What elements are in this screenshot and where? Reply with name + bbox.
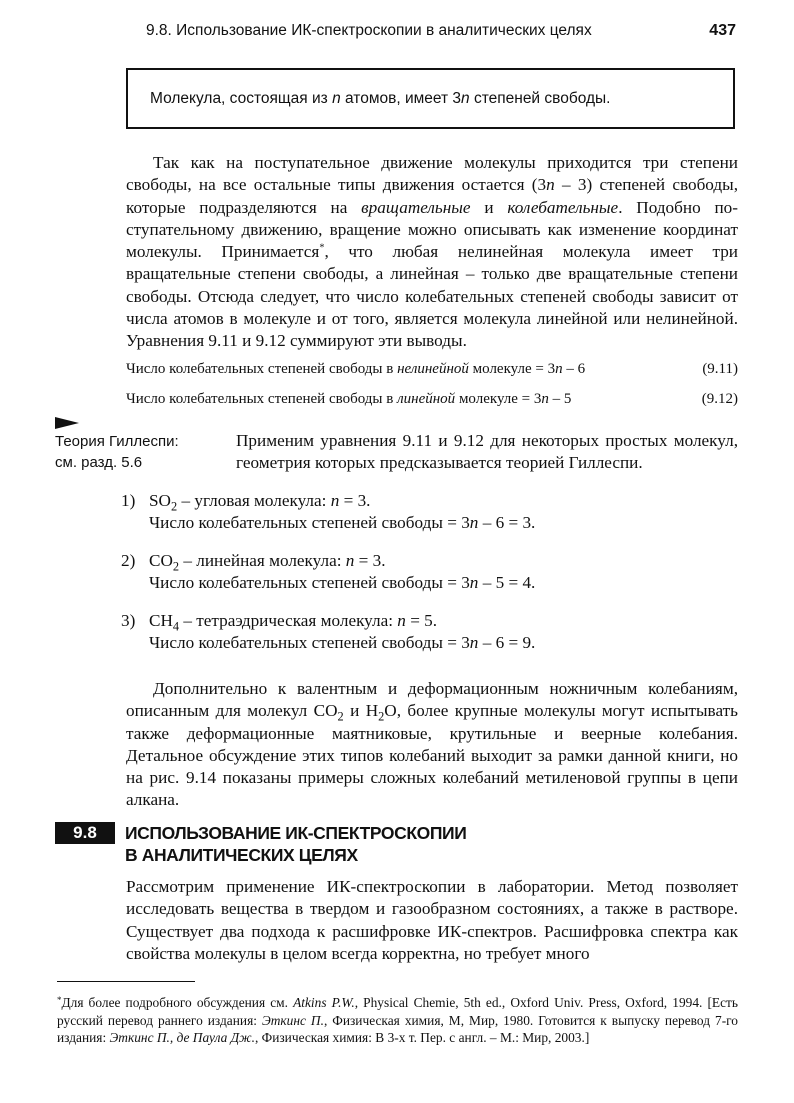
text: = 5. xyxy=(405,611,438,630)
section-title xyxy=(125,822,466,866)
text: , Физическая химия: В 3-х т. Пер. с англ. – М.: Мир, 2003.] xyxy=(254,1030,590,1046)
subscript: 2 xyxy=(378,709,385,724)
text: , Физическая химия, М, Мир, 1980. Готовится к выпуску перевод 7-го издания: xyxy=(57,1012,739,1046)
section-title-line1: ИСПОЛЬЗОВАНИЕ ИК-СПЕКТРОСКОПИИ xyxy=(125,823,467,843)
example-result-line xyxy=(121,572,641,594)
text: – угловая молекула: xyxy=(177,491,331,510)
text: Число колебательных степеней свободы = 3 xyxy=(149,512,470,532)
arrow-right-icon xyxy=(55,417,79,429)
equation-body xyxy=(126,361,585,378)
text: молекуле = 3 xyxy=(455,391,542,407)
equation-number: (9.12) xyxy=(701,391,738,407)
text: – 6 = 3. xyxy=(478,512,536,532)
running-head xyxy=(146,22,738,44)
example-result-line xyxy=(121,632,641,654)
text: – 3) степеней свободы, которые подразделяются на xyxy=(126,175,738,217)
author-name: Atkins P.W. xyxy=(293,995,355,1010)
text: Молекула, состоящая из xyxy=(150,90,333,107)
text: Так как на поступательное движение молекулы приходится три степени свободы, на все остальные типы движения остается (3 xyxy=(126,153,738,195)
var-n: n xyxy=(332,90,341,107)
formula: SO xyxy=(149,491,171,510)
text: . Подобно поступательному движению, вращение можно описывать как изменение координат молекулы. Принимается xyxy=(126,197,738,262)
paragraph-apply-equations xyxy=(236,430,738,475)
var-n: n xyxy=(469,572,479,592)
list-index: 1) xyxy=(121,491,136,510)
author-name: Эткинс П., де Паула Дж. xyxy=(109,1030,255,1046)
subscript: 2 xyxy=(337,709,344,724)
equation-number: (9.11) xyxy=(702,361,738,377)
margin-note-line1: Теория Гиллеспи: xyxy=(55,433,179,450)
example-formula-line xyxy=(121,550,641,572)
footnote xyxy=(57,994,738,1047)
running-head-title: 9.8. Использование ИК-спектроскопии в аналитических целях xyxy=(146,22,592,39)
text: степеней свободы. xyxy=(469,90,611,107)
text: атомов, имеет 3 xyxy=(340,90,462,107)
example-formula-line xyxy=(121,610,641,632)
var-n: n xyxy=(555,361,563,377)
list-item xyxy=(121,490,641,533)
footnote-reference[interactable]: * xyxy=(319,242,325,254)
text: – линейная молекула: xyxy=(179,551,346,570)
section-title-line2: В АНАЛИТИЧЕСКИХ ЦЕЛЯХ xyxy=(125,845,358,865)
text: Применим уравнения 9.11 и 9.12 для некоторых простых молекул, геометрия которых предсказывается теорией Гиллеспи. xyxy=(236,431,738,473)
formula: CH xyxy=(149,611,173,630)
examples-list xyxy=(121,490,641,670)
text: и xyxy=(470,197,508,217)
footnote-divider xyxy=(57,981,195,982)
text: = 3. xyxy=(339,491,371,510)
text: O, более крупные молекулы могут испытывать также деформационные маятниковые, крутильные и веерные колебания. Детальное обсуждение этих типов колебаний выходит за рамки данной книги, но на рис. 9.14 показаны примеры сложных колебаний метиленовой группы в цепи алкана. xyxy=(126,701,738,810)
text: – 6 xyxy=(562,361,586,377)
list-index: 2) xyxy=(121,551,136,570)
key-statement-box xyxy=(126,68,735,129)
text: = 3. xyxy=(354,551,386,570)
author-name: Эткинс П. xyxy=(261,1012,324,1028)
text: Для более подробного обсуждения см. xyxy=(61,995,294,1010)
margin-note-gillespie xyxy=(55,431,179,473)
text: , Physical Chemie, 5th ed., Oxford Univ. Press, Oxford, 1994. [Есть русский перевод раннего издания: xyxy=(57,995,738,1028)
equation-body xyxy=(126,391,571,408)
subscript: 2 xyxy=(172,559,180,574)
var-n: n xyxy=(541,391,549,407)
list-item xyxy=(121,550,641,593)
paragraph-ir-lab-application xyxy=(126,876,738,965)
text: Рассмотрим применение ИК-спектроскопии в лаборатории. Метод позволяет исследовать вещества в твердом и газообразном состояниях, а также в растворе. Существует два подхода к расшифровке ИК-спектров. Расшифровка спектра как свойства молекулы в целом всегда корректна, но требует много xyxy=(126,877,738,963)
text: – тетраэдрическая молекула: xyxy=(179,611,398,630)
section-number-badge: 9.8 xyxy=(55,822,115,844)
var-n: n xyxy=(469,512,479,532)
page-number: 437 xyxy=(709,22,736,39)
paragraph-additional-vibrations xyxy=(126,678,738,812)
var-n: n xyxy=(461,90,470,107)
text: Число колебательных степеней свободы в xyxy=(126,361,398,377)
list-item xyxy=(121,610,641,653)
subscript: 2 xyxy=(170,499,178,514)
text: , что любая нелинейная молекула имеет три вращательные степени свободы, а линейная – только две вращательные степени свободы. Отсюда следует, что число колебательных степеней свободы зависит от числа атомов в молекуле и от того, является молекула линейной или нелинейной. Уравнения 9.11 и 9.12 суммируют эти выводы. xyxy=(126,242,738,351)
footnote-mark: * xyxy=(57,995,62,1005)
emphasis-term: нелинейной xyxy=(397,361,469,377)
text: Число колебательных степеней свободы = 3 xyxy=(149,572,470,592)
text: Число колебательных степеней свободы в xyxy=(126,391,398,407)
key-statement xyxy=(150,90,610,108)
emphasis-term: линейной xyxy=(397,391,456,407)
subscript: 4 xyxy=(172,619,180,634)
margin-note-line2[interactable]: см. разд. 5.6 xyxy=(55,454,143,471)
paragraph-degrees-of-freedom xyxy=(126,152,738,353)
emphasis-term: колебательные xyxy=(507,197,619,217)
text: молекуле = 3 xyxy=(468,361,556,377)
text: и H xyxy=(343,701,379,721)
text: Число колебательных степеней свободы = 3 xyxy=(149,632,470,652)
text: – 6 = 9. xyxy=(478,632,536,652)
var-n: n xyxy=(397,611,406,630)
example-result-line xyxy=(121,512,641,534)
example-formula-line xyxy=(121,490,641,512)
var-n: n xyxy=(546,175,555,195)
emphasis-term: вращательные xyxy=(361,197,471,217)
list-index: 3) xyxy=(121,611,136,630)
var-n: n xyxy=(345,551,355,570)
text: – 5 xyxy=(548,391,572,407)
var-n: n xyxy=(469,632,479,652)
text: – 5 = 4. xyxy=(478,572,536,592)
formula: CO xyxy=(149,551,173,570)
var-n: n xyxy=(330,491,340,510)
text: Дополнительно к валентным и деформационным ножничным колебаниям, описанным для молекул CO xyxy=(126,679,738,721)
